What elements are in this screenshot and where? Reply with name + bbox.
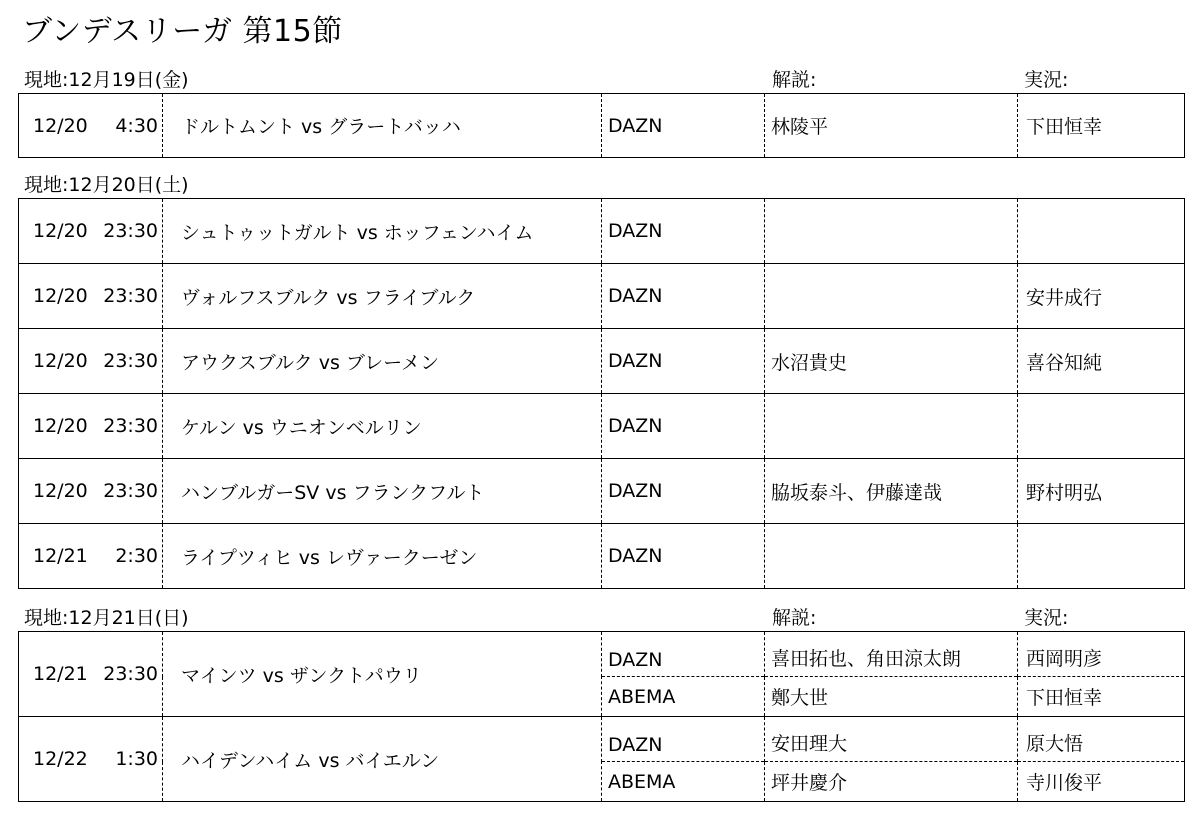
play-by-play-announcer: [1018, 199, 1185, 264]
broadcaster: DAZN: [602, 94, 765, 158]
commentator: 脇坂泰斗、伊藤達哉: [765, 459, 1018, 524]
commentator: 鄭大世: [765, 677, 1018, 717]
table-row: [19, 632, 1185, 677]
commentary-header: 解説:: [772, 607, 817, 629]
play-by-play-announcer: 喜谷知純: [1018, 329, 1185, 394]
play-by-play-announcer: 原大悟: [1018, 717, 1185, 762]
match-date: 12/20: [19, 329, 95, 394]
day-header: [18, 67, 1184, 93]
table-row: [19, 94, 1185, 158]
broadcaster: DAZN: [602, 717, 765, 762]
play-by-play-announcer: 下田恒幸: [1026, 116, 1103, 138]
match-date: 12/22: [19, 717, 95, 802]
commentator: 坪井慶介: [765, 762, 1018, 802]
kickoff-time: 4:30: [95, 94, 163, 158]
broadcaster: ABEMA: [602, 677, 765, 717]
kickoff-time: 23:30: [95, 329, 163, 394]
play-by-play-announcer: 下田恒幸: [1018, 677, 1185, 717]
broadcaster: DAZN: [602, 264, 765, 329]
match-date: 12/20: [33, 220, 88, 242]
broadcaster: DAZN: [602, 459, 765, 524]
commentator: 林陵平: [765, 94, 1018, 158]
kickoff-time: 23:30: [95, 459, 163, 524]
kickoff-time: 2:30: [95, 524, 163, 589]
schedule-table: [18, 93, 1185, 158]
commentator: [765, 264, 1018, 329]
match-date: 12/20: [19, 394, 95, 459]
table-row: [19, 524, 1185, 589]
broadcaster: DAZN: [602, 394, 765, 459]
commentator: [765, 394, 1018, 459]
day-label: 現地:12月19日(金): [24, 69, 189, 91]
day-label: 現地:12月20日(土): [24, 174, 189, 196]
day-section: [18, 67, 1184, 158]
play-by-play-announcer: [1018, 394, 1185, 459]
match-date: 12/21: [33, 663, 88, 685]
commentator: 喜田拓也、角田涼太朗: [765, 632, 1018, 677]
play-by-play-announcer: 安井成行: [1018, 264, 1185, 329]
match-name: ケルン vs ウニオンベルリン: [163, 394, 602, 459]
broadcaster: DAZN: [602, 329, 765, 394]
day-section: [18, 172, 1184, 589]
day-section: [18, 605, 1184, 802]
table-row: [19, 199, 1185, 264]
kickoff-time: 23:30: [95, 264, 163, 329]
play-by-play-header: 実況:: [1024, 607, 1069, 629]
table-row: [19, 329, 1185, 394]
commentator: [765, 524, 1018, 589]
match-name: ドルトムント vs グラートバッハ: [163, 94, 602, 158]
table-row: [19, 394, 1185, 459]
kickoff-time: 23:30: [95, 394, 163, 459]
page-title: ブンデスリーガ 第15節: [22, 14, 343, 49]
schedule-table: [18, 631, 1185, 802]
day-header: [18, 172, 1184, 198]
commentator: 安田理大: [765, 717, 1018, 762]
match-name: アウクスブルク vs ブレーメン: [163, 329, 602, 394]
day-label: 現地:12月21日(日): [24, 607, 189, 629]
match-date: 12/20: [19, 264, 95, 329]
day-header: [18, 605, 1184, 631]
match-date: 12/20: [19, 459, 95, 524]
match-name: ライプツィヒ vs レヴァークーゼン: [163, 524, 602, 589]
match-name: ハイデンハイム vs バイエルン: [163, 717, 602, 802]
broadcaster: DAZN: [602, 524, 765, 589]
play-by-play-announcer: 野村明弘: [1018, 459, 1185, 524]
play-by-play-announcer: 西岡明彦: [1026, 648, 1103, 670]
match-date: 12/21: [19, 524, 95, 589]
table-row: [19, 717, 1185, 762]
schedule-table: [18, 198, 1185, 589]
kickoff-time: 23:30: [95, 632, 163, 717]
play-by-play-announcer: [1018, 524, 1185, 589]
commentator: 水沼貴史: [765, 329, 1018, 394]
match-name: ハンブルガーSV vs フランクフルト: [163, 459, 602, 524]
commentator: [765, 199, 1018, 264]
commentary-header: 解説:: [772, 69, 817, 91]
play-by-play-announcer: 寺川俊平: [1018, 762, 1185, 802]
play-by-play-header: 実況:: [1024, 69, 1069, 91]
match-name: シュトゥットガルト vs ホッフェンハイム: [163, 199, 602, 264]
broadcaster: DAZN: [602, 632, 765, 677]
table-row: [19, 459, 1185, 524]
match-name: マインツ vs ザンクトパウリ: [163, 632, 602, 717]
broadcaster: DAZN: [602, 199, 765, 264]
table-row: [19, 264, 1185, 329]
match-name: ヴォルフスブルク vs フライブルク: [163, 264, 602, 329]
match-date: 12/20: [33, 114, 88, 137]
broadcaster: ABEMA: [602, 762, 765, 802]
kickoff-time: 1:30: [95, 717, 163, 802]
kickoff-time: 23:30: [95, 199, 163, 264]
